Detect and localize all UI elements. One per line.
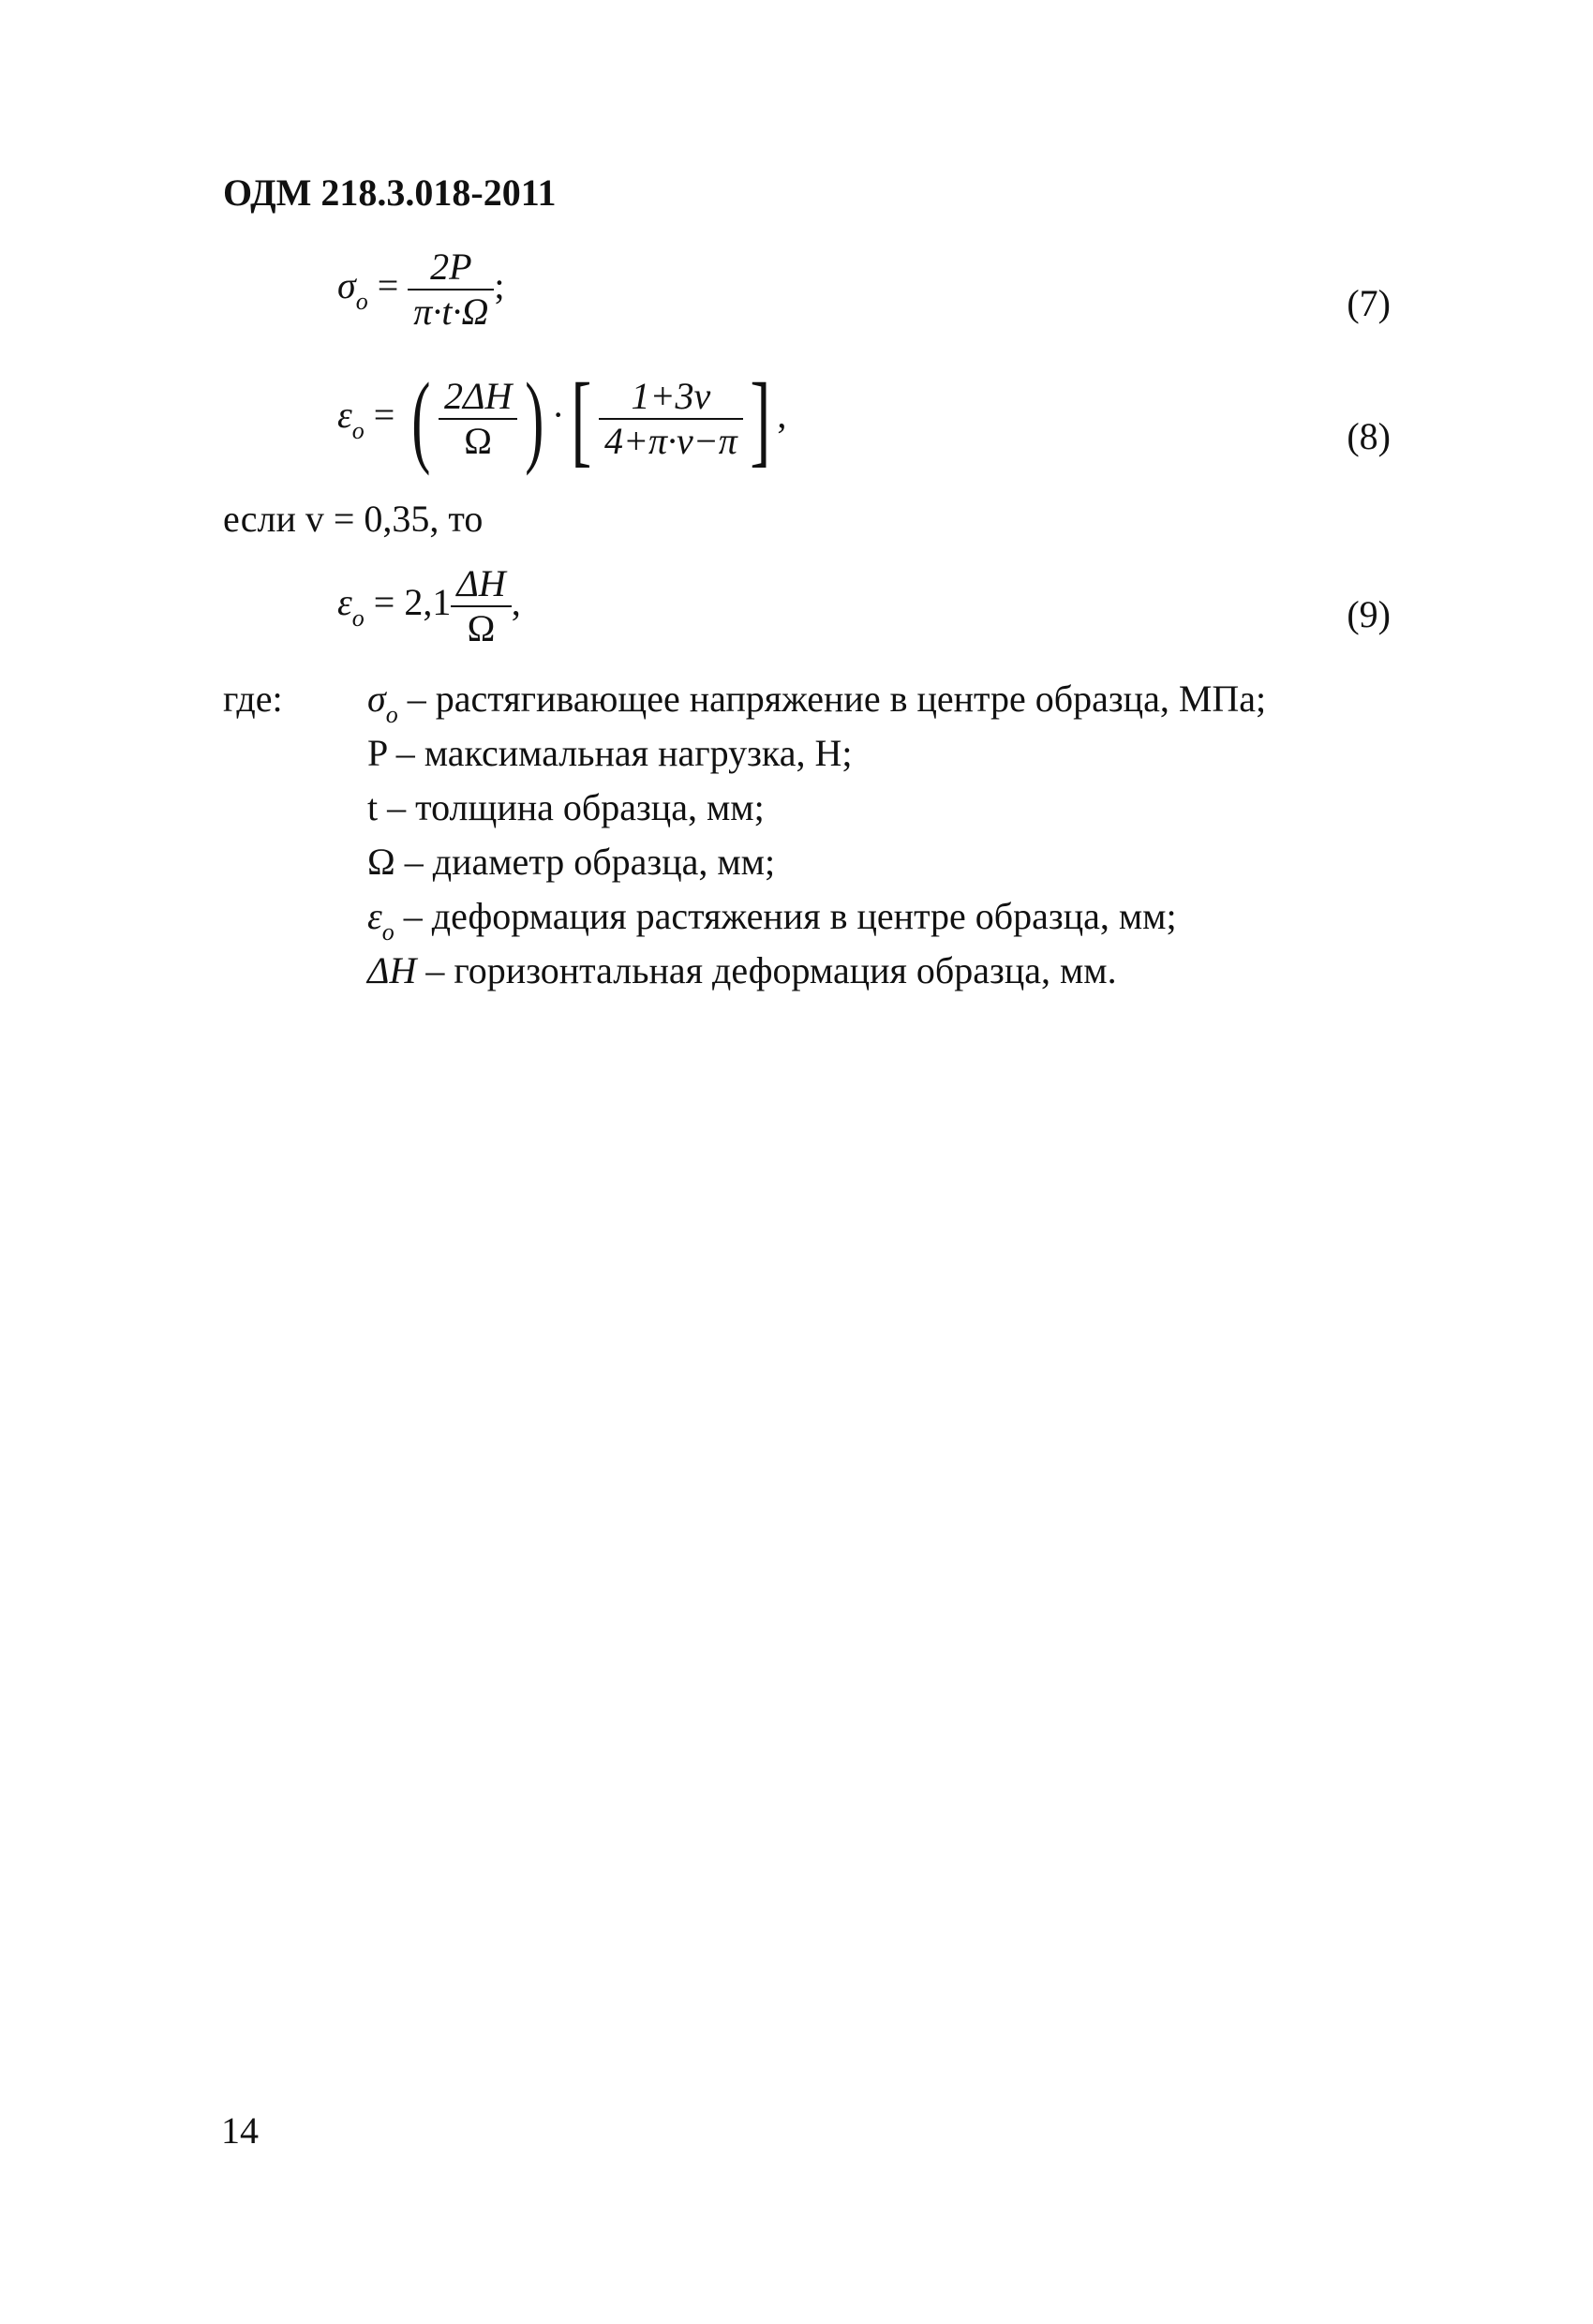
right-bracket: ] [750, 362, 771, 476]
subscript: o [351, 604, 365, 633]
fraction [408, 246, 494, 334]
fraction [451, 562, 511, 650]
definition-text: – деформация растяжения в центре образца, мм; [394, 895, 1177, 937]
symbol: ΔH [367, 949, 417, 991]
definition-text: – максимальная нагрузка, Н; [386, 732, 853, 774]
definition-text: – растягивающее напряжение в центре образца, МПа; [397, 678, 1267, 720]
document-id: ОДМ 218.3.018-2011 [223, 171, 557, 214]
definition-item [367, 677, 1266, 731]
symbol: ε [367, 895, 382, 937]
punctuation: , [511, 581, 521, 624]
definition-item [367, 785, 1266, 840]
denominator-2: 4+π·ν−π [603, 420, 737, 462]
left-bracket: [ [571, 362, 592, 476]
subscript: o [355, 288, 368, 316]
subscript: o [381, 918, 395, 946]
symbol: P [367, 732, 387, 774]
equation-9 [337, 562, 521, 650]
left-paren: ( [411, 362, 431, 476]
right-paren: ) [525, 362, 544, 476]
numerator: 2P [408, 246, 494, 290]
definition-item [367, 894, 1266, 948]
numerator: ΔH [451, 562, 511, 607]
definitions-intro: где: [223, 678, 283, 720]
page-number: 14 [221, 2109, 259, 2152]
equation-number-7: (7) [1347, 282, 1391, 324]
equation-number-8: (8) [1347, 415, 1391, 457]
epsilon-symbol: ε [337, 581, 352, 624]
symbol: Ω [367, 841, 395, 883]
definition-text: – горизонтальная деформация образца, мм. [416, 949, 1117, 991]
multiply-dot: · [551, 394, 565, 437]
punctuation: , [777, 394, 787, 437]
equals-coefficient: = 2,1 [373, 581, 452, 624]
subscript: o [351, 417, 365, 445]
equation-number-9: (9) [1347, 593, 1391, 635]
denominator: π·t·Ω [413, 290, 489, 333]
condition-text: если v = 0,35, то [223, 498, 484, 540]
numerator-1: 2ΔH [439, 375, 517, 420]
symbol: t [367, 786, 379, 828]
definition-item [367, 840, 1266, 894]
denominator-1: Ω [464, 420, 493, 462]
subscript: o [385, 701, 398, 728]
equation-7 [337, 246, 505, 334]
numerator-2: 1+3ν [599, 375, 743, 420]
definition-text: – диаметр образца, мм; [395, 841, 776, 883]
symbol: σ [367, 678, 386, 720]
equation-8 [337, 362, 787, 476]
punctuation: ; [494, 264, 505, 307]
definitions-list [367, 677, 1266, 1003]
equals-sign: = [377, 264, 399, 307]
epsilon-symbol: ε [337, 394, 352, 437]
sigma-symbol: σ [337, 264, 356, 307]
definition-text: – толщина образца, мм; [378, 786, 765, 828]
fraction-1 [439, 375, 517, 463]
equals-sign: = [373, 394, 395, 437]
denominator: Ω [467, 607, 496, 649]
definition-item [367, 731, 1266, 785]
fraction-2 [599, 375, 743, 463]
definition-item [367, 948, 1266, 1003]
